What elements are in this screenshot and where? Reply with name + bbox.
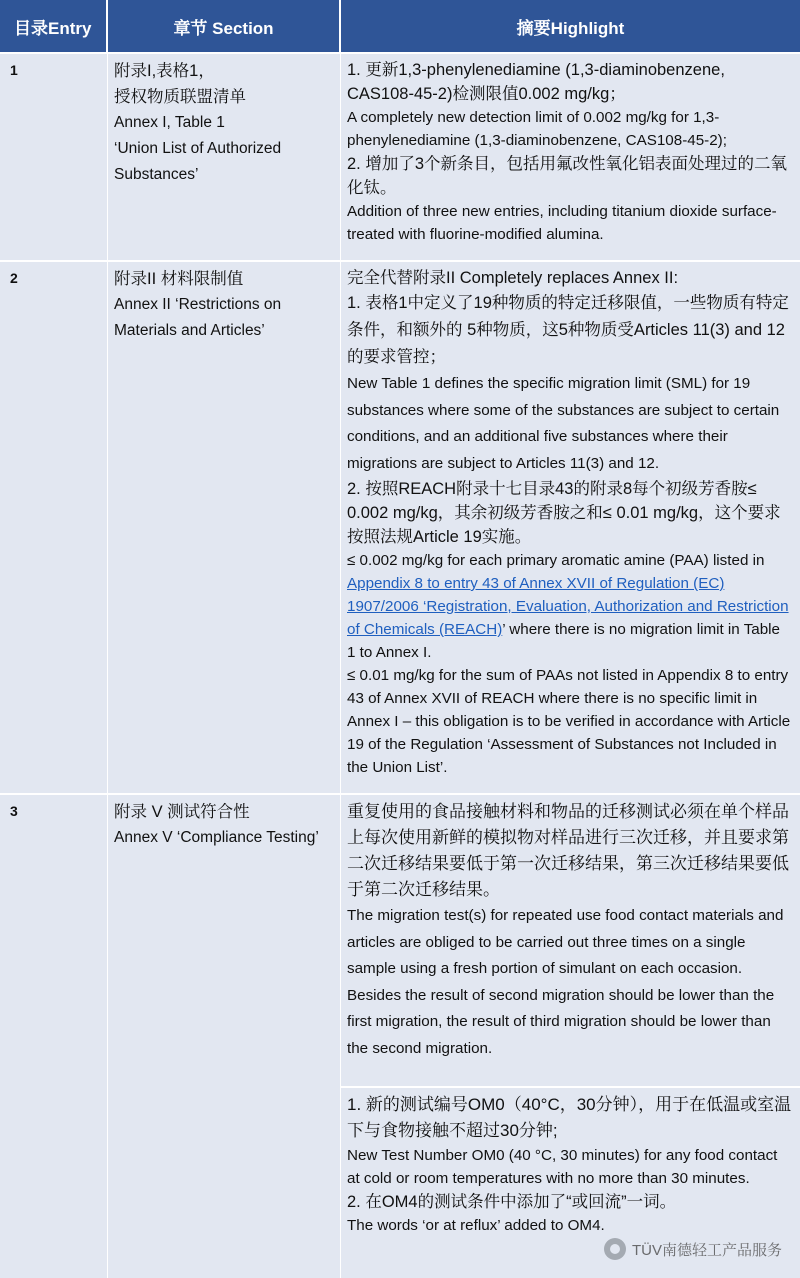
section-line: 附录I,表格1， bbox=[114, 62, 215, 80]
reach-appendix-link[interactable]: Appendix 8 to entry 43 of Annex XVII of Regulation (EC) 1907/2006 ‘Registration, Evaluation, Authorization and Restriction of Chemicals (REACH) bbox=[347, 575, 789, 638]
cell-divider bbox=[341, 1086, 800, 1088]
highlight-paragraph: The words ‘or at reflux’ added to OM4. bbox=[347, 1217, 605, 1234]
header-entry: 目录Entry bbox=[0, 0, 108, 54]
section-line: 授权物质联盟清单 bbox=[114, 88, 246, 106]
section-line: ‘Union List of Authorized bbox=[114, 140, 282, 157]
section-line: Substances’ bbox=[114, 166, 199, 183]
highlight-paragraph: A completely new detection limit of 0.002 mg/kg for 1,3-phenylenediamine (1,3-diaminobenzene, CAS108-45-2); bbox=[347, 109, 727, 149]
section-line: Annex I, Table 1 bbox=[114, 114, 225, 131]
watermark bbox=[604, 1238, 782, 1260]
highlight-paragraph: 1. 新的测试编号OM0（40°C，30分钟），用于在低温或室温下与食物接触不超过30分钟; bbox=[347, 1095, 792, 1140]
row-3-entry: 3 bbox=[0, 795, 108, 1278]
highlight-paragraph: 1. 表格1中定义了19种物质的特定迁移限值，一些物质有特定条件，和额外的 5种物质，这5种物质受Articles 11(3) and 12的要求管控； bbox=[347, 294, 789, 366]
row-1-entry: 1 bbox=[0, 54, 108, 262]
section-line: Annex II ‘Restrictions on bbox=[114, 296, 282, 313]
row-2-highlight bbox=[341, 262, 800, 795]
highlight-paragraph: The migration test(s) for repeated use food contact materials and articles are obliged to be carried out three times on a single sample using a fresh portion of simulant on each occasion. Besides the result of second migration should be lower than the first migration, the result of third migration should be lower than the second migration. bbox=[347, 907, 784, 1057]
row-1-highlight bbox=[341, 54, 800, 262]
highlight-paragraph: 1. 更新1,3-phenylenediamine (1,3-diaminobenzene, CAS108-45-2)检测限值0.002 mg/kg； bbox=[347, 61, 725, 103]
highlight-paragraph bbox=[347, 549, 792, 664]
section-line: 附录 V 测试符合性 bbox=[114, 803, 250, 821]
row-3-highlight bbox=[341, 795, 800, 1278]
row-3-section bbox=[108, 795, 341, 1278]
watermark-text: TÜV南德轻工产品服务 bbox=[631, 1241, 782, 1259]
row-2-entry: 2 bbox=[0, 262, 108, 795]
highlight-paragraph: New Table 1 defines the specific migration limit (SML) for 19 substances where some of the substances are subject to certain conditions, and an additional five substances where their migrations are subject to Articles 11(3) and 12. bbox=[347, 375, 780, 472]
highlight-paragraph: New Test Number OM0 (40 °C, 30 minutes) for any food contact at cold or room temperatures with no more than 30 minutes. bbox=[347, 1147, 778, 1187]
highlight-paragraph: Addition of three new entries, including titanium dioxide surface-treated with fluorine-modified alumina. bbox=[347, 203, 777, 243]
section-line: Materials and Articles’ bbox=[114, 322, 265, 339]
highlight-paragraph: 2. 按照REACH附录十七目录43的附录8每个初级芳香胺≤ 0.002 mg/kg，其余初级芳香胺之和≤ 0.01 mg/kg，这个要求按照法规Article 19实施。 bbox=[347, 480, 781, 546]
paa-text-start: ≤ 0.002 mg/kg for each primary aromatic amine (PAA) listed in bbox=[347, 552, 765, 569]
row-1-section bbox=[108, 54, 341, 262]
section-line: Annex V ‘Compliance Testing’ bbox=[114, 829, 319, 846]
highlight-paragraph: 2. 增加了3个新条目，包括用氟改性氧化铝表面处理过的二氧化钛。 bbox=[347, 155, 788, 197]
highlight-paragraph: 完全代替附录II Completely replaces Annex II: bbox=[347, 269, 679, 287]
section-line: 附录II 材料限制值 bbox=[114, 270, 244, 288]
wechat-icon bbox=[604, 1238, 626, 1260]
header-highlight: 摘要Highlight bbox=[341, 0, 800, 54]
highlight-paragraph: ≤ 0.01 mg/kg for the sum of PAAs not listed in Appendix 8 to entry 43 of Annex XVII of REACH where there is no specific limit in Annex I – this obligation is to be verified in accordance with Article 19 of the Regulation ‘Assessment of Substances not Included in the Union List’. bbox=[347, 667, 791, 776]
header-section: 章节 Section bbox=[108, 0, 341, 54]
highlight-paragraph: 2. 在OM4的测试条件中添加了“或回流”一词。 bbox=[347, 1193, 677, 1211]
paa-text-end: ’ where there is no migration limit in Table 1 to Annex I. bbox=[347, 621, 780, 661]
highlight-paragraph: 重复使用的食品接触材料和物品的迁移测试必须在单个样品上每次使用新鲜的模拟物对样品进行三次迁移，并且要求第二次迁移结果要低于第一次迁移结果，第三次迁移结果要低于第二次迁移结果。 bbox=[347, 802, 789, 899]
row-2-section bbox=[108, 262, 341, 795]
